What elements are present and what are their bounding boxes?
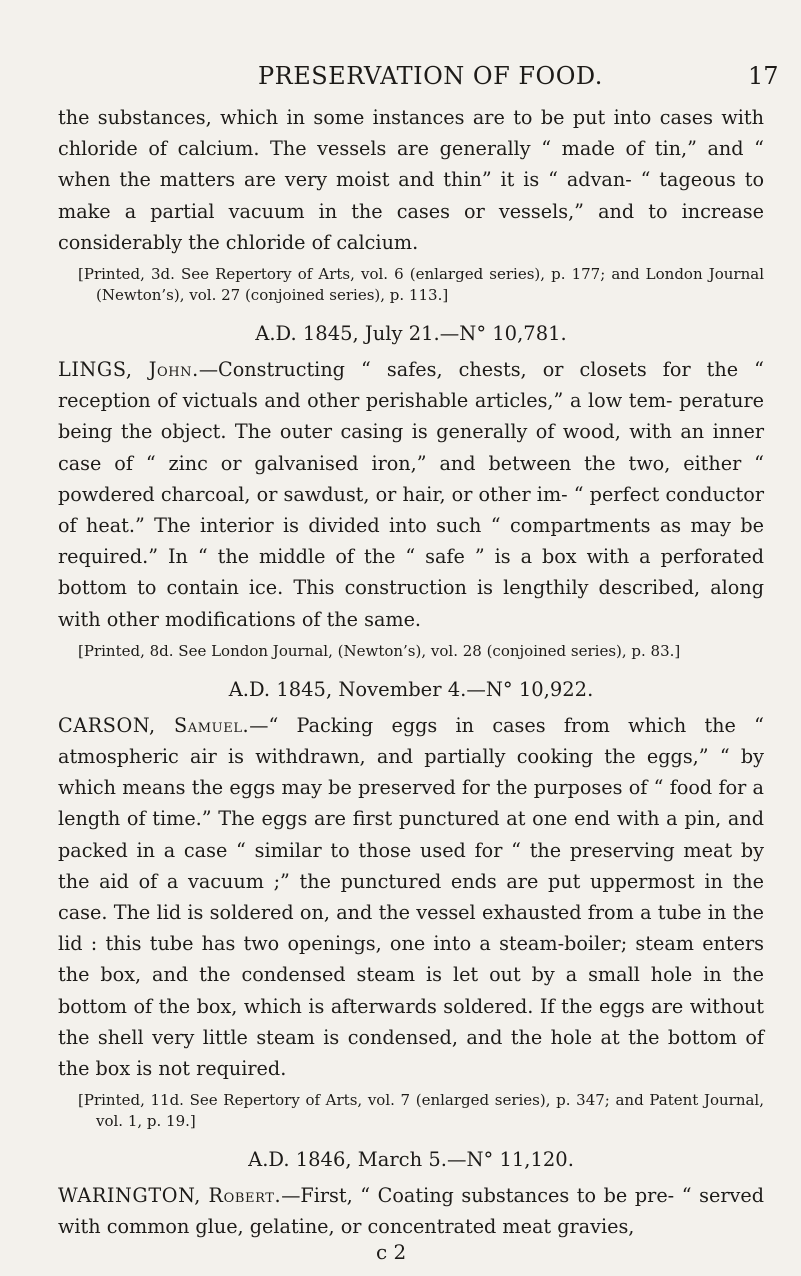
continuation-citation: [Printed, 3d. See Repertory of Arts, vol. 6 (enlarged series), p. 177; and London Journal (Newton’s), vol. 27 (conjoined series), p. 113.] [78, 265, 764, 305]
entry-text: —Constructing “ safes, chests, or closets for the “ reception of victuals and other perishable articles,” a low tem- perature being the object. The outer casing is generally of wood, with an inner case of “ zinc or galvanised iron,” and between the two, either “ powdered charcoal, or sawdust, or hair, or other im- “ perfect conductor of heat.” The interior is divided into such “ compartments as may be required.” In “ the middle of the “ safe ” is a box with a perforated bottom to contain ice. This construction is lengthily described, along with other modifications of the same. [58, 358, 764, 631]
patent-date-heading: A.D. 1845, July 21.—N° 10,781. [255, 322, 567, 346]
inventor-surname: WARINGTON, [58, 1184, 201, 1208]
continuation-paragraph: the substances, which in some instances are to be put into cases with chloride of calcium. The vessels are generally “ made of tin,” and “ when the matters are very moist and thin” it is “ advan- “ tageous to make a partial vacuum in the cases or vessels,” and to increase considerably the chloride of calcium. [58, 106, 764, 254]
patent-date-heading: A.D. 1845, November 4.—N° 10,922. [228, 677, 594, 701]
patent-entry-warington [58, 1180, 764, 1242]
patent-date-heading: A.D. 1846, March 5.—N° 11,120. [248, 1148, 574, 1172]
entry-text: —First, “ Coating substances to be pre- “ served with common glue, gelatine, or concentrated meat gravies, [58, 1184, 764, 1239]
patent-citation: [Printed, 8d. See London Journal, (Newton’s), vol. 28 (conjoined series), p. 83.] [78, 641, 681, 660]
inventor-forename: Robert. [208, 1184, 282, 1208]
patent-citation: [Printed, 11d. See Repertory of Arts, vol. 7 (enlarged series), p. 347; and Patent Journal, vol. 1, p. 19.] [78, 1091, 764, 1131]
running-header [0, 62, 801, 92]
inventor-surname: LINGS, [58, 358, 133, 382]
patent-entry-lings [58, 354, 764, 635]
page-number: 17 [748, 62, 779, 90]
running-title: PRESERVATION OF FOOD. [258, 62, 603, 90]
entry-text: —“ Packing eggs in cases from which the “ atmospheric air is withdrawn, and partially cooking the eggs,” “ by which means the eggs may be preserved for the purposes of “ food for a length of time.” The eggs are first punctured at one end with a pin, and packed in a case “ similar to those used for “ the preserving meat by the aid of a vacuum ;” the punctured ends are put uppermost in the case. The lid is soldered on, and the vessel exhausted from a tube in the lid : this tube has two openings, one into a steam-boiler; steam enters the box, and the condensed steam is let out by a small hole in the bottom of the box, which is afterwards soldered. If the eggs are without the shell very little steam is condensed, and the hole at the bottom of the box is not required. [58, 713, 764, 1081]
patent-entry-carson [58, 710, 764, 1084]
inventor-forename: Samuel. [174, 713, 250, 737]
inventor-surname: CARSON, [58, 713, 156, 737]
text-block [58, 102, 764, 1243]
inventor-forename: John. [148, 358, 199, 382]
signature-mark: c 2 [376, 1240, 407, 1264]
